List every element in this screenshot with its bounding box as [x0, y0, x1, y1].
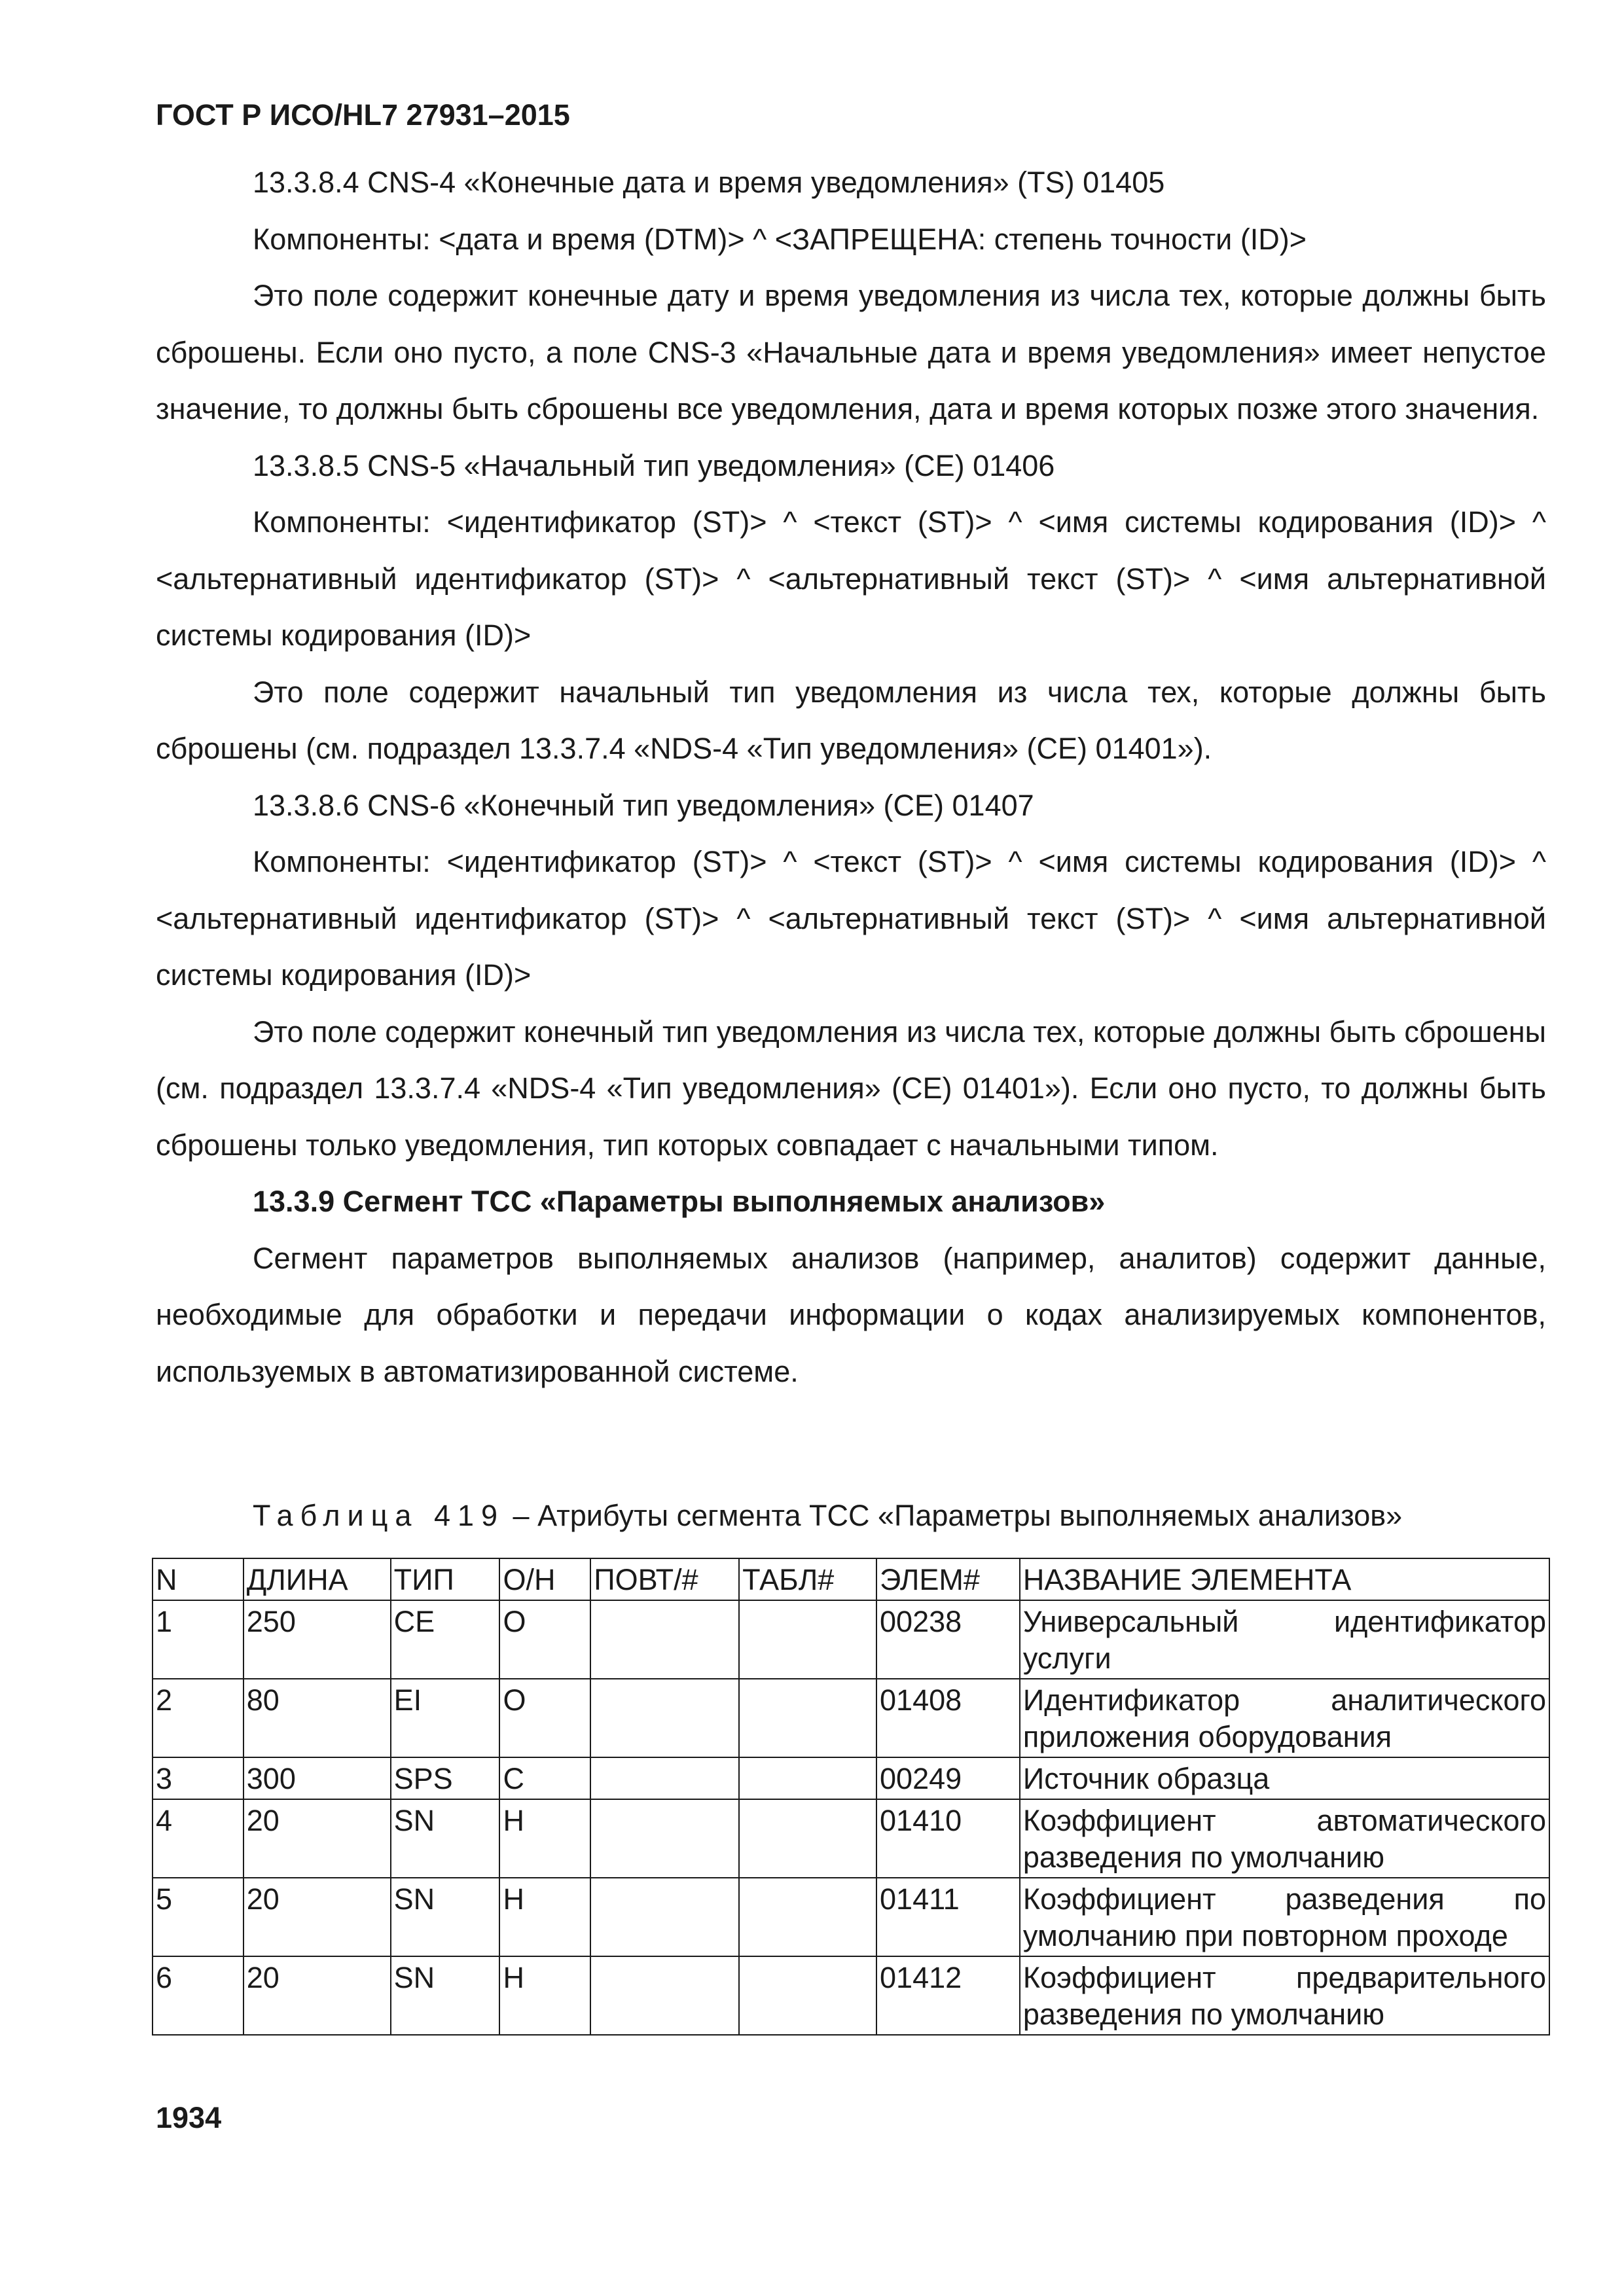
table-cell: 1 — [153, 1600, 244, 1679]
paragraph: Это поле содержит конечный тип уведомления из числа тех, которые должны быть сброшены (см. подраздел 13.3.7.4 «NDS-4 «Тип уведомления» (CE) 01401»). Если оно пусто, то должны быть сброшены только уведомления, тип которых совпадает с начальными типом. — [156, 1014, 1546, 1162]
table-cell: 250 — [244, 1600, 391, 1679]
body-text — [156, 154, 1546, 1400]
table-cell — [590, 1878, 739, 1956]
table-cell: SPS — [391, 1757, 500, 1799]
table-row — [153, 1757, 1549, 1799]
table-caption — [253, 1499, 1402, 1533]
table-cell — [739, 1679, 876, 1757]
table-cell: 3 — [153, 1757, 244, 1799]
table-cell: Коэффициент автоматического разведения по умолчанию — [1020, 1799, 1549, 1878]
table-cell — [590, 1799, 739, 1878]
table-cell: 20 — [244, 1956, 391, 2035]
header-cell: ТИП — [391, 1558, 500, 1600]
table-cell: SN — [391, 1799, 500, 1878]
table-cell: 00249 — [876, 1757, 1020, 1799]
header-cell: ПОВТ/# — [590, 1558, 739, 1600]
table-cell: Идентификатор аналитического приложения оборудования — [1020, 1679, 1549, 1757]
section-heading-13-3-8-5: 13.3.8.5 CNS-5 «Начальный тип уведомления» (CE) 01406 — [253, 448, 1055, 482]
table-cell — [590, 1757, 739, 1799]
section-heading-13-3-8-6: 13.3.8.6 CNS-6 «Конечный тип уведомления» (CE) 01407 — [253, 788, 1034, 822]
table-cell: 300 — [244, 1757, 391, 1799]
components-line: Компоненты: <идентификатор (ST)> ^ <текст (ST)> ^ <имя системы кодирования (ID)> ^ <альтернативный идентификатор (ST)> ^ <альтернативный текст (ST)> ^ <имя альтернативной системы кодирования (ID)> — [156, 505, 1546, 652]
table-row — [153, 1679, 1549, 1757]
table-cell: SN — [391, 1956, 500, 2035]
header-cell: О/Н — [499, 1558, 590, 1600]
paragraph: Это поле содержит конечные дату и время уведомления из числа тех, которые должны быть сброшены. Если оно пусто, а поле CNS-3 «Начальные дата и время уведомления» имеет непустое значение, то должны быть сброшены все уведомления, дата и время которых позже этого значения. — [156, 279, 1546, 425]
table-cell: 00238 — [876, 1600, 1020, 1679]
table-caption-text: – Атрибуты сегмента TCC «Параметры выполняемых анализов» — [505, 1499, 1403, 1532]
table-cell: O — [499, 1679, 590, 1757]
header-cell: ЭЛЕМ# — [876, 1558, 1020, 1600]
table-row — [153, 1878, 1549, 1956]
header-cell: НАЗВАНИЕ ЭЛЕМЕНТА — [1020, 1558, 1549, 1600]
header-cell: ТАБЛ# — [739, 1558, 876, 1600]
table-cell: 6 — [153, 1956, 244, 2035]
table-cell: Коэффициент предварительного разведения по умолчанию — [1020, 1956, 1549, 2035]
components-line: Компоненты: <дата и время (DTM)> ^ <ЗАПРЕЩЕНА: степень точности (ID)> — [253, 222, 1307, 256]
header-cell: N — [153, 1558, 244, 1600]
table-cell: 2 — [153, 1679, 244, 1757]
table-cell: 01411 — [876, 1878, 1020, 1956]
table-cell: 01410 — [876, 1799, 1020, 1878]
table-row — [153, 1799, 1549, 1878]
table-row — [153, 1956, 1549, 2035]
table-cell: 01408 — [876, 1679, 1020, 1757]
table-cell: 01412 — [876, 1956, 1020, 2035]
table-cell: SN — [391, 1878, 500, 1956]
attributes-table — [152, 1558, 1550, 2036]
table-cell: O — [499, 1600, 590, 1679]
section-heading-13-3-9: 13.3.9 Сегмент TCC «Параметры выполняемых анализов» — [253, 1185, 1106, 1218]
table-cell — [590, 1600, 739, 1679]
paragraph: Это поле содержит начальный тип уведомления из числа тех, которые должны быть сброшены (см. подраздел 13.3.7.4 «NDS-4 «Тип уведомления» (CE) 01401»). — [156, 675, 1546, 765]
table-cell: Н — [499, 1878, 590, 1956]
paragraph: Сегмент параметров выполняемых анализов (например, аналитов) содержит данные, необходимые для обработки и передачи информации о кодах анализируемых компонентов, используемых в автоматизированной системе. — [156, 1241, 1546, 1388]
table-cell: EI — [391, 1679, 500, 1757]
table-cell: 80 — [244, 1679, 391, 1757]
table-cell: C — [499, 1757, 590, 1799]
table-cell: 20 — [244, 1799, 391, 1878]
table-cell: CE — [391, 1600, 500, 1679]
table-cell — [590, 1956, 739, 2035]
table-cell — [590, 1679, 739, 1757]
table-caption-label: Таблица 419 — [253, 1499, 505, 1532]
table-cell: Универсальный идентификатор услуги — [1020, 1600, 1549, 1679]
header-cell: ДЛИНА — [244, 1558, 391, 1600]
table-cell — [739, 1878, 876, 1956]
table-cell: Коэффициент разведения по умолчанию при повторном проходе — [1020, 1878, 1549, 1956]
table-cell — [739, 1956, 876, 2035]
table-cell — [739, 1600, 876, 1679]
table-cell: 20 — [244, 1878, 391, 1956]
table-cell: 4 — [153, 1799, 244, 1878]
page-number: 1934 — [156, 2101, 222, 2134]
table-cell: Н — [499, 1799, 590, 1878]
table-cell — [739, 1799, 876, 1878]
section-heading-13-3-8-4: 13.3.8.4 CNS-4 «Конечные дата и время уведомления» (TS) 01405 — [253, 166, 1165, 199]
document-header: ГОСТ Р ИСО/HL7 27931–2015 — [156, 98, 570, 132]
table-cell: Источник образца — [1020, 1757, 1549, 1799]
table-cell: 5 — [153, 1878, 244, 1956]
components-line: Компоненты: <идентификатор (ST)> ^ <текст (ST)> ^ <имя системы кодирования (ID)> ^ <альтернативный идентификатор (ST)> ^ <альтернативный текст (ST)> ^ <имя альтернативной системы кодирования (ID)> — [156, 845, 1546, 992]
table-row — [153, 1600, 1549, 1679]
table-cell — [739, 1757, 876, 1799]
table-cell: Н — [499, 1956, 590, 2035]
table-header-row — [153, 1558, 1549, 1600]
